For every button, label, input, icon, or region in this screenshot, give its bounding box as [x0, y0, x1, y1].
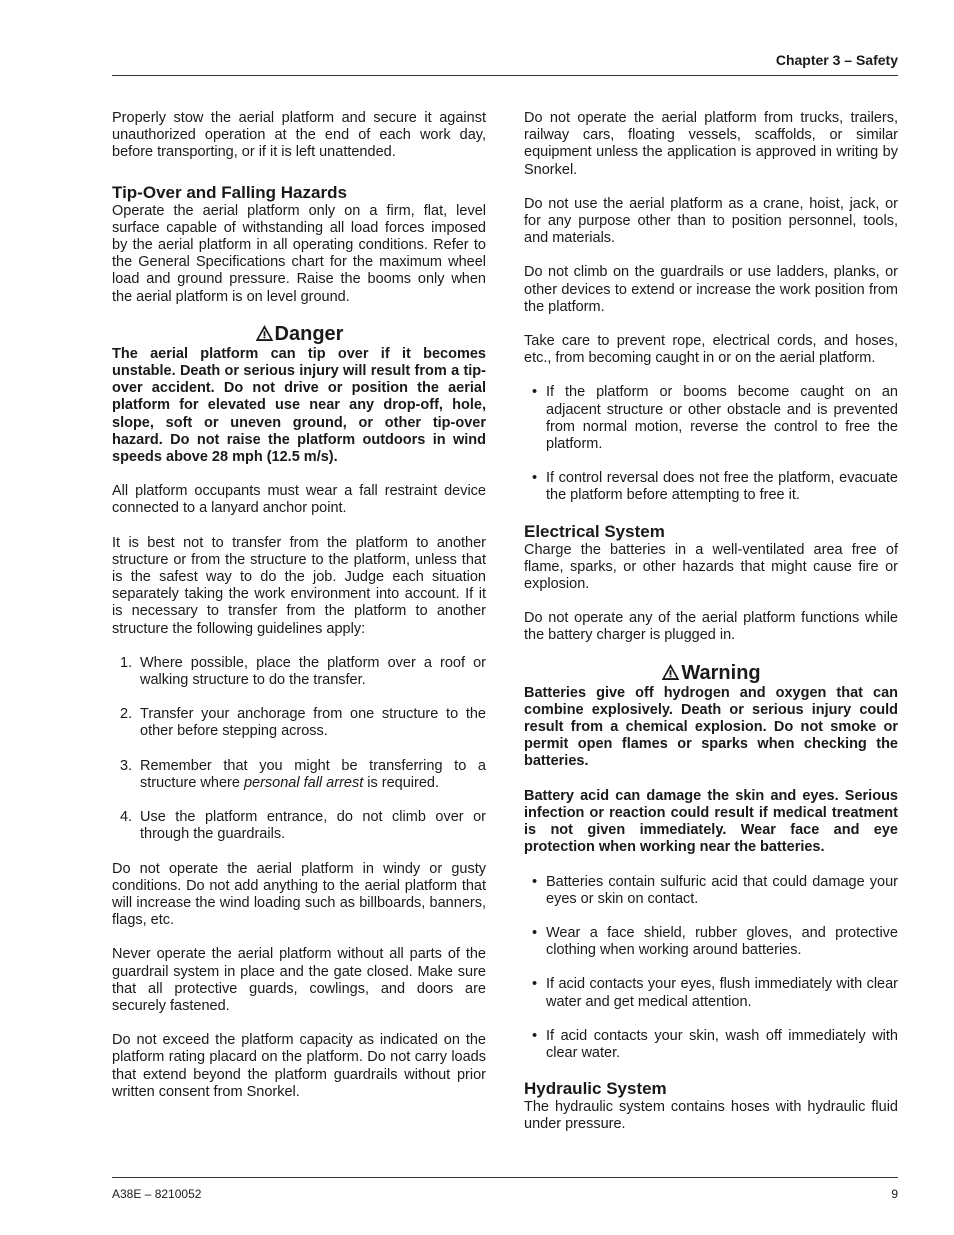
danger-paragraph: The aerial platform can tip over if it becomes unstable. Death or serious injury will result from a tip-over accident. Do not drive or position the aerial platform for elevated use near any drop-off, hole, slope, soft or uneven ground, or other tip-over hazard. Do not raise the platform outdoors in wind speeds above 28 mph (12.5 m/s).	[112, 345, 486, 466]
list-text: Use the platform entrance, do not climb over or through the guardrails.	[140, 809, 486, 843]
right-column	[524, 110, 898, 1151]
occupants-paragraph: All platform occupants must wear a fall restraint device connected to a lanyard anchor point.	[112, 483, 486, 517]
stow-paragraph: Properly stow the aerial platform and secure it against unauthorized operation at the end of each work day, before transporting, or if it is left unattended.	[112, 110, 486, 161]
list-text: If the platform or booms become caught on an adjacent structure or other obstacle and is prevented from normal motion, reverse the control to free the platform.	[546, 384, 898, 453]
list-text: Where possible, place the platform over a roof or walking structure to do the transfer.	[140, 654, 486, 689]
header-rule	[112, 75, 898, 76]
list-text: If acid contacts your eyes, flush immediately with clear water and get medical attention.	[546, 976, 898, 1010]
danger-label: Danger	[274, 322, 344, 345]
list-item	[524, 470, 898, 504]
list-number: 3.	[120, 757, 133, 774]
list-text: Transfer your anchorage from one structure to the other before stepping across.	[140, 706, 486, 740]
tip-over-heading: Tip-Over and Falling Hazards	[112, 182, 347, 202]
tip-over-paragraph: Operate the aerial platform only on a firm, flat, level surface capable of withstanding all load forces imposed by the aerial platform in all operating conditions. Refer to the General Specifications chart for the maximum wheel load and ground pressure. Raise the booms only when the aerial platform is on level ground.	[112, 202, 486, 305]
tip-over-section	[112, 183, 486, 306]
list-text-post: is required.	[363, 774, 440, 791]
list-text-pre: Remember that you might be transferring to a structure where	[140, 757, 486, 791]
list-text: If acid contacts your skin, wash off immediately with clear water.	[546, 1027, 898, 1061]
bullet-glyph: •	[532, 976, 538, 993]
windy-paragraph: Do not operate the aerial platform in windy or gusty conditions. Do not add anything to the aerial platform that will increase the wind loading such as billboards, banners, flags, etc.	[112, 860, 486, 929]
list-item	[524, 925, 898, 959]
list-item	[524, 874, 898, 908]
list-text: Batteries contain sulfuric acid that could damage your eyes or skin on contact.	[546, 873, 898, 907]
list-number: 4.	[120, 809, 133, 826]
footer-rule	[112, 1177, 898, 1178]
transfer-paragraph: It is best not to transfer from the platform to another structure or from the structure to the platform, unless that is the safest way to do the job. Judge each situation separately taking the work environment into account. If it is necessary to transfer from the platform to another structure the following guidelines apply:	[112, 534, 486, 637]
hydraulic-heading: Hydraulic System	[524, 1079, 667, 1099]
bullet-glyph: •	[532, 470, 538, 487]
bullet-glyph: •	[532, 924, 538, 941]
document-id: A38E – 8210052	[112, 1187, 202, 1201]
warning-title	[524, 662, 898, 684]
warning-label: Warning	[681, 661, 761, 684]
bullet-glyph: •	[532, 873, 538, 890]
crane-paragraph: Do not use the aerial platform as a crane, hoist, jack, or for any purpose other than to position personnel, tools, and materials.	[524, 195, 898, 247]
page-number: 9	[891, 1187, 898, 1201]
electrical-section	[524, 522, 898, 594]
electrical-paragraph: Charge the batteries in a well-ventilated area free of flame, sparks, or other hazards that might cause fire or explosion.	[524, 541, 898, 593]
list-item	[112, 706, 486, 740]
left-column	[112, 110, 486, 1118]
list-text: Wear a face shield, rubber gloves, and protective clothing when working around batteries.	[546, 924, 898, 959]
warning-paragraph: Batteries give off hydrogen and oxygen that can combine explosively. Death or serious injury could result from a chemical explosion. Do not smoke or permit open flames or sparks when checking the batteries.	[524, 684, 898, 770]
chapter-header: Chapter 3 – Safety	[775, 52, 898, 68]
hydraulic-paragraph: The hydraulic system contains hoses with hydraulic fluid under pressure.	[524, 1099, 898, 1133]
hydraulic-section	[524, 1079, 898, 1133]
list-item	[524, 384, 898, 453]
danger-title	[112, 323, 486, 345]
list-item	[112, 655, 486, 689]
list-text: If control reversal does not free the platform, evacuate the platform before attempting to free it.	[546, 470, 898, 504]
list-text-emphasis: personal fall arrest	[243, 774, 364, 791]
list-item	[112, 809, 486, 843]
list-item	[524, 976, 898, 1010]
warning-triangle-icon	[255, 324, 274, 342]
rope-paragraph: Take care to prevent rope, electrical cords, and hoses, etc., from becoming caught in or on the aerial platform.	[524, 333, 898, 367]
list-item	[524, 1028, 898, 1062]
list-number: 2.	[120, 706, 133, 723]
warning-triangle-icon	[661, 663, 680, 681]
charger-paragraph: Do not operate any of the aerial platform functions while the battery charger is plugged in.	[524, 610, 898, 644]
list-item	[112, 758, 486, 792]
bullet-glyph: •	[532, 384, 538, 401]
trucks-paragraph: Do not operate the aerial platform from trucks, trailers, railway cars, floating vessels, scaffolds, or similar equipment unless the application is approved in writing by Snorkel.	[524, 110, 898, 178]
electrical-heading: Electrical System	[524, 521, 665, 541]
guardrail-paragraph: Never operate the aerial platform without all parts of the guardrail system in place and the gate closed. Make sure that all protective guards, cowlings, and doors are securely fastened.	[112, 946, 486, 1014]
capacity-paragraph: Do not exceed the platform capacity as indicated on the platform rating placard on the platform. Do not carry loads that extend beyond the platform guardrails without prior written consent from Snorkel.	[112, 1032, 486, 1100]
climb-paragraph: Do not climb on the guardrails or use ladders, planks, or other devices to extend or increase the work position from the platform.	[524, 264, 898, 315]
bullet-glyph: •	[532, 1027, 538, 1044]
battery-acid-paragraph: Battery acid can damage the skin and eyes. Serious infection or reaction could result if medical treatment is not given immediately. Wear face and eye protection when working near the batteries.	[524, 787, 898, 856]
list-number: 1.	[120, 654, 133, 671]
